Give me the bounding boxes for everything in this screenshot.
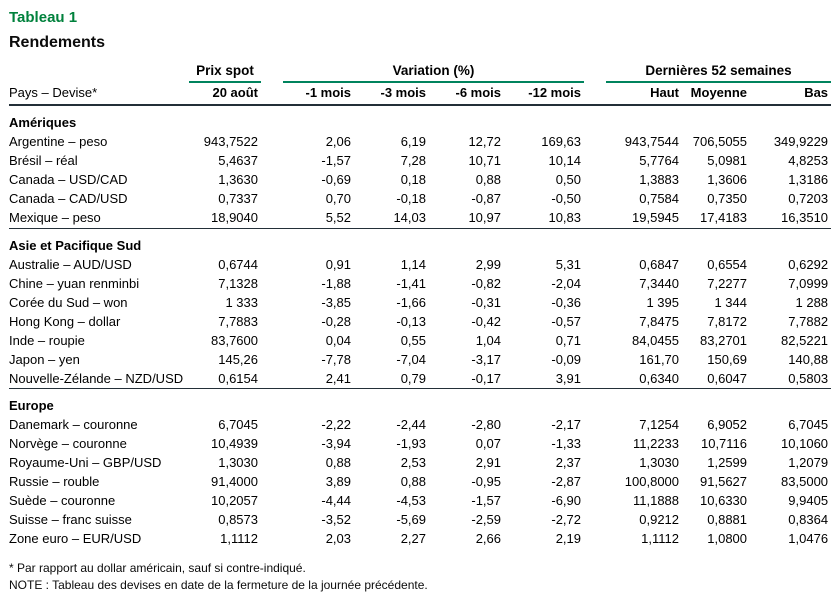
section-header-row: [9, 389, 831, 416]
column-header-1mois: -1 mois: [261, 83, 354, 105]
value-cell: 1,3606: [707, 172, 748, 187]
value-cell: -7,04: [396, 351, 426, 367]
value-cell: -1,33: [551, 436, 582, 451]
value-cell: -0,36: [551, 294, 582, 310]
value-cell: 0,70: [325, 191, 351, 206]
value-cell: 2,66: [475, 531, 501, 546]
table-row: [9, 416, 831, 435]
value-cell: 0,88: [325, 455, 351, 470]
country-currency-cell: Brésil – réal: [9, 153, 78, 168]
value-cell: -4,44: [321, 493, 351, 508]
value-cell: 7,8475: [639, 313, 680, 329]
value-cell: 706,5055: [692, 134, 748, 149]
footnote-note: NOTE : Tableau des devises en date de la fermeture de la journée précédente.: [9, 577, 428, 592]
table-row: [9, 435, 831, 454]
value-cell: 0,88: [475, 172, 501, 187]
value-cell: 0,7203: [788, 191, 829, 206]
value-cell: 10,1060: [781, 436, 829, 451]
value-cell: 0,8573: [218, 512, 258, 527]
table-row: [9, 255, 831, 274]
value-cell: -0,31: [471, 294, 501, 310]
country-currency-cell: Zone euro – EUR/USD: [9, 531, 142, 546]
value-cell: -0,57: [551, 313, 582, 329]
value-cell: 19,5945: [584, 209, 682, 229]
value-cell: 0,6340: [584, 369, 682, 389]
value-cell: 1 333: [225, 294, 258, 310]
value-cell: -2,72: [551, 512, 582, 527]
column-header-pays-devise: Pays – Devise*: [9, 83, 189, 105]
value-cell: 0,7337: [218, 191, 258, 206]
column-header-moyenne: Moyenne: [682, 83, 750, 105]
table-row: [9, 473, 831, 492]
section-header: Asie et Pacifique Sud: [9, 237, 142, 253]
value-cell: 0,88: [400, 474, 426, 489]
value-cell: 5,0981: [707, 153, 748, 168]
footnote-asterisk: * Par rapport au dollar américain, sauf si contre-indiqué.: [9, 560, 306, 575]
table-row: [9, 171, 831, 190]
value-cell: 12,72: [468, 134, 501, 149]
value-cell: 943,7544: [624, 134, 680, 149]
value-cell: 16,3510: [750, 209, 831, 229]
value-cell: -2,04: [551, 275, 582, 291]
value-cell: 7,7882: [788, 313, 829, 329]
value-cell: 83,7600: [211, 332, 258, 348]
group-header-spot: Prix spot: [189, 62, 261, 83]
value-cell: -2,80: [471, 417, 501, 432]
value-cell: 7,28: [400, 153, 426, 168]
value-cell: -6,90: [551, 493, 582, 508]
country-currency-cell: Japon – yen: [9, 351, 80, 367]
value-cell: 150,69: [707, 351, 748, 367]
value-cell: 91,5627: [700, 474, 748, 489]
value-cell: -2,22: [321, 417, 351, 432]
value-cell: 10,6330: [700, 493, 748, 508]
column-header-bas: Bas: [750, 83, 831, 105]
value-cell: 0,07: [475, 436, 501, 451]
value-cell: 9,9405: [788, 493, 829, 508]
table-body: [9, 105, 831, 549]
section-header-row: [9, 105, 831, 133]
value-cell: -0,50: [551, 191, 582, 206]
value-cell: -1,57: [471, 493, 501, 508]
value-cell: 5,31: [555, 256, 582, 272]
value-cell: 82,5221: [781, 332, 829, 348]
rates-table: [9, 62, 831, 549]
value-cell: 1,1112: [220, 531, 258, 546]
value-cell: 100,8000: [624, 474, 680, 489]
country-currency-cell: Chine – yuan renminbi: [9, 275, 140, 291]
value-cell: 10,71: [468, 153, 501, 168]
value-cell: 1,14: [400, 256, 426, 272]
country-currency-cell: Canada – USD/CAD: [9, 172, 128, 187]
value-cell: 1,0800: [707, 531, 748, 546]
group-header-cell-spot: [189, 62, 261, 83]
value-cell: 91,4000: [211, 474, 258, 489]
column-header-3mois: -3 mois: [354, 83, 429, 105]
value-cell: -0,18: [396, 191, 426, 206]
value-cell: 5,4637: [218, 153, 258, 168]
value-cell: -1,66: [396, 294, 426, 310]
country-currency-cell: Argentine – peso: [9, 134, 108, 149]
value-cell: -0,09: [551, 351, 582, 367]
value-cell: 943,7522: [203, 134, 258, 149]
value-cell: 3,89: [325, 474, 351, 489]
value-cell: 5,52: [261, 209, 354, 229]
value-cell: 0,7584: [639, 191, 680, 206]
table-row: [9, 312, 831, 331]
value-cell: 2,03: [325, 531, 351, 546]
column-header-row: [9, 83, 831, 105]
country-currency-cell: Australie – AUD/USD: [9, 256, 132, 272]
value-cell: 3,91: [504, 369, 584, 389]
value-cell: 1,3630: [218, 172, 258, 187]
value-cell: 2,19: [555, 531, 582, 546]
value-cell: 0,6847: [639, 256, 680, 272]
value-cell: 1,04: [475, 332, 501, 348]
value-cell: 1,3030: [218, 455, 258, 470]
section-header: Europe: [9, 398, 54, 413]
value-cell: 1,2079: [788, 455, 829, 470]
table-row: [9, 350, 831, 369]
value-cell: 7,3440: [639, 275, 680, 291]
group-header-row: [9, 62, 831, 83]
country-currency-cell: Canada – CAD/USD: [9, 191, 128, 206]
value-cell: -2,59: [471, 512, 501, 527]
value-cell: -3,52: [321, 512, 351, 527]
value-cell: 0,6154: [189, 369, 261, 389]
value-cell: 14,03: [354, 209, 429, 229]
table-number: Tableau 1: [9, 9, 78, 26]
value-cell: 0,6554: [707, 256, 748, 272]
value-cell: -3,17: [471, 351, 501, 367]
value-cell: -0,28: [321, 313, 351, 329]
table-row: [9, 454, 831, 473]
value-cell: 161,70: [639, 351, 680, 367]
value-cell: 7,1254: [639, 417, 680, 432]
country-currency-cell: Suède – couronne: [9, 493, 116, 508]
value-cell: 83,2701: [700, 332, 748, 348]
column-header-spot-date: 20 août: [189, 83, 261, 105]
value-cell: 84,0455: [632, 332, 680, 348]
table-row: [9, 133, 831, 152]
table-row: [9, 274, 831, 293]
value-cell: -0,69: [321, 172, 351, 187]
value-cell: 0,50: [555, 172, 582, 187]
value-cell: 0,55: [400, 332, 426, 348]
value-cell: 2,91: [475, 455, 501, 470]
value-cell: 10,7116: [700, 436, 748, 451]
value-cell: 10,83: [504, 209, 584, 229]
table-row: [9, 190, 831, 209]
table-row: [9, 492, 831, 511]
value-cell: 1,2599: [707, 455, 748, 470]
value-cell: 4,8253: [788, 153, 829, 168]
table-row: [9, 152, 831, 171]
value-cell: 10,4939: [211, 436, 258, 451]
value-cell: 349,9229: [773, 134, 829, 149]
value-cell: -0,82: [471, 275, 501, 291]
value-cell: 0,04: [325, 332, 351, 348]
value-cell: 2,53: [400, 455, 426, 470]
group-header-spacer: [9, 62, 189, 83]
country-currency-cell: Corée du Sud – won: [9, 294, 128, 310]
value-cell: 17,4183: [682, 209, 750, 229]
value-cell: 18,9040: [189, 209, 261, 229]
value-cell: 7,1328: [218, 275, 258, 291]
value-cell: 10,97: [429, 209, 504, 229]
group-header-cell-variation: [261, 62, 584, 83]
value-cell: 0,5803: [750, 369, 831, 389]
value-cell: 7,8172: [707, 313, 748, 329]
value-cell: 2,41: [261, 369, 354, 389]
value-cell: -0,87: [471, 191, 501, 206]
value-cell: 0,18: [400, 172, 426, 187]
value-cell: 145,26: [218, 351, 258, 367]
value-cell: -1,93: [396, 436, 426, 451]
value-cell: 11,2233: [632, 436, 680, 451]
value-cell: 0,8364: [788, 512, 829, 527]
table-row: [9, 331, 831, 350]
country-currency-cell: Suisse – franc suisse: [9, 512, 132, 527]
table-row: [9, 369, 831, 389]
value-cell: 6,7045: [788, 417, 829, 432]
value-cell: -7,78: [321, 351, 351, 367]
table-title: Rendements: [9, 34, 106, 51]
value-cell: -3,85: [321, 294, 351, 310]
value-cell: 7,0999: [788, 275, 829, 291]
value-cell: 1,3883: [639, 172, 680, 187]
value-cell: 7,2277: [707, 275, 748, 291]
value-cell: 0,6047: [682, 369, 750, 389]
value-cell: -2,17: [551, 417, 582, 432]
group-header-variation: Variation (%): [283, 62, 584, 83]
country-currency-cell: Russie – rouble: [9, 474, 100, 489]
value-cell: 1,3186: [788, 172, 829, 187]
value-cell: 0,6744: [218, 256, 258, 272]
section-header: Amériques: [9, 115, 77, 130]
value-cell: -0,42: [471, 313, 501, 329]
column-header-haut: Haut: [584, 83, 682, 105]
section-header-row: [9, 228, 831, 255]
value-cell: 0,8881: [707, 512, 748, 527]
value-cell: 83,5000: [781, 474, 829, 489]
value-cell: 1,1112: [641, 531, 680, 546]
value-cell: 1,3030: [639, 455, 680, 470]
value-cell: -0,95: [471, 474, 501, 489]
country-currency-cell: Nouvelle-Zélande – NZD/USD: [9, 369, 189, 389]
value-cell: 0,71: [555, 332, 582, 348]
value-cell: -2,44: [396, 417, 426, 432]
value-cell: 2,27: [400, 531, 426, 546]
table-row: [9, 530, 831, 549]
country-currency-cell: Royaume-Uni – GBP/USD: [9, 455, 162, 470]
group-header-cell-52weeks: [584, 62, 831, 83]
value-cell: -0,17: [429, 369, 504, 389]
value-cell: -1,88: [321, 275, 351, 291]
country-currency-cell: Inde – roupie: [9, 332, 85, 348]
value-cell: -3,94: [321, 436, 351, 451]
country-currency-cell: Mexique – peso: [9, 209, 189, 229]
value-cell: 0,7350: [707, 191, 748, 206]
value-cell: -0,13: [396, 313, 426, 329]
value-cell: -5,69: [396, 512, 426, 527]
value-cell: 0,6292: [788, 256, 829, 272]
value-cell: 11,1888: [632, 493, 680, 508]
group-header-52weeks: Dernières 52 semaines: [606, 62, 831, 83]
value-cell: 0,91: [325, 256, 351, 272]
country-currency-cell: Danemark – couronne: [9, 417, 138, 432]
value-cell: 7,7883: [218, 313, 258, 329]
country-currency-cell: Hong Kong – dollar: [9, 313, 121, 329]
value-cell: 6,9052: [707, 417, 748, 432]
value-cell: 5,7764: [639, 153, 680, 168]
value-cell: 6,7045: [218, 417, 258, 432]
value-cell: 1 344: [714, 294, 748, 310]
value-cell: 169,63: [541, 134, 582, 149]
value-cell: 2,06: [325, 134, 351, 149]
value-cell: 1 288: [795, 294, 829, 310]
value-cell: 0,79: [354, 369, 429, 389]
value-cell: 140,88: [788, 351, 829, 367]
value-cell: 10,14: [548, 153, 582, 168]
value-cell: 1,0476: [788, 531, 829, 546]
table-row: [9, 209, 831, 229]
value-cell: 10,2057: [211, 493, 258, 508]
table-row: [9, 293, 831, 312]
value-cell: 0,9212: [639, 512, 680, 527]
column-header-12mois: -12 mois: [504, 83, 584, 105]
value-cell: 2,99: [475, 256, 501, 272]
value-cell: 2,37: [555, 455, 582, 470]
value-cell: -1,41: [396, 275, 426, 291]
table-row: [9, 511, 831, 530]
column-header-6mois: -6 mois: [429, 83, 504, 105]
country-currency-cell: Norvège – couronne: [9, 436, 127, 451]
value-cell: -1,57: [321, 153, 351, 168]
value-cell: -4,53: [396, 493, 426, 508]
value-cell: 6,19: [400, 134, 426, 149]
value-cell: -2,87: [551, 474, 582, 489]
value-cell: 1 395: [646, 294, 680, 310]
